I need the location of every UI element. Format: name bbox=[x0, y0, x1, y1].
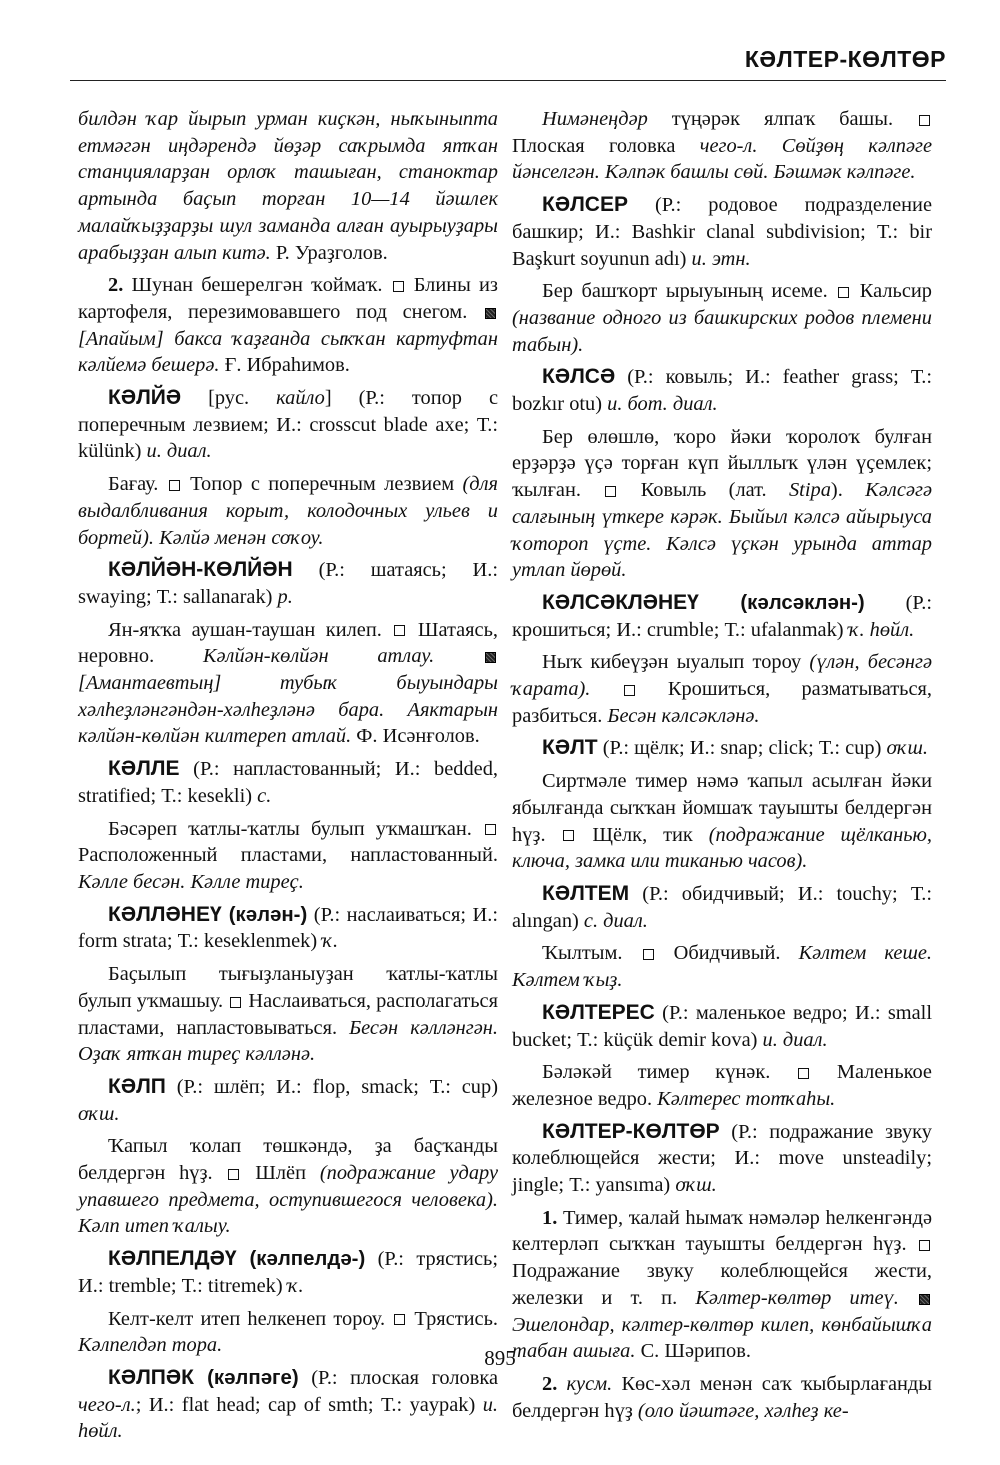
entry-kelt-def: Сиртмәле тимер нәмә ҡапыл асылған йәки ябылғанда сыҡҡан йомшаҡ тауышты белдергән һүҙ. Щёлк, тик (подражание щёлканью, ключа, замка или тиканью часов). bbox=[512, 770, 932, 873]
entry-kellenew-def: Баҫылып тығыҙланыуҙан ҡатлы-ҡатлы булып уҡмашыу. Наслаиваться, располагаться пластами, напластовываться. Бесән кәлләнгән. Оҙаҡ ятҡан тиреҫ кәлләнә. bbox=[78, 963, 498, 1066]
translation-square-icon bbox=[563, 830, 574, 841]
citation-square-icon bbox=[919, 1294, 930, 1305]
translation-square-icon bbox=[394, 625, 405, 636]
translation-square-icon bbox=[230, 997, 241, 1008]
translation-square-icon bbox=[485, 824, 496, 835]
entry-kelse: КӘЛСӘ (Р.: ковыль; И.: feather grass; Т.: bozkır otu) и. бот. диал. bbox=[512, 365, 932, 416]
left-column bbox=[78, 106, 498, 1451]
sense-paragraph: 2. Шунан бешерелгән ҡоймаҡ. Блины из картофеля, перезимовавшего под снегом. [Апайым] бакса ҡаҙғанда сыҡҡан картуфтан кәлйемә бешерә. Ғ. Ибраһимов. bbox=[78, 274, 498, 377]
translation-square-icon bbox=[624, 685, 635, 696]
translation-square-icon bbox=[394, 1314, 405, 1325]
translation-square-icon bbox=[919, 115, 930, 126]
citation-square-icon bbox=[485, 652, 496, 663]
entry-kelter-kolter: КӘЛТЕР-КӨЛТӨР (Р.: подражание звуку колеблющейся жести; И.: move unsteadily; jingle; Т.: yansıma) оҡш. bbox=[512, 1119, 932, 1197]
entry-kelle-def: Бәсәреп ҡатлы-ҡатлы булып уҡмашҡан. Расположенный пластами, напластованный. Кәлле бесән. Кәлле тиреҫ. bbox=[78, 817, 498, 893]
entry-kelpeldew-def: Келт-келт итеп һелкенеп тороу. Трястись. Кәлпелдәп тора. bbox=[78, 1307, 498, 1357]
translation-square-icon bbox=[798, 1068, 809, 1079]
translation-square-icon bbox=[169, 480, 180, 491]
entry-kelpek: КӘЛПӘК (кәлпәге) (Р.: плоская головка чего-л.; И.: flat head; cap of smth; Т.: yaypak) и. һөйл. bbox=[78, 1365, 498, 1443]
entry-continuation: билдән ҡар йырып урман киҫкән, ныҡыныптa етмәгән иңдәрендә йөҙәр саҡрымда ятҡан станциялар​ҙан орлоҡ ташыған, станоктар артында баҫып торған 10—14 йәшлек малайҡыҙ​ҙарҙы шул заманда алған ауырыуҙары арабыҙҙан алып китә. Р. Ураҙголов. bbox=[78, 108, 498, 264]
translation-square-icon bbox=[605, 486, 616, 497]
entry-kelp-def: Ҡапыл ҡолап төшкәндә, ҙа баҫҡанды белдергән һүҙ. Шлёп (подражание удару упавшего предмета, оступившегося человека). Кәлп итеп ҡалыу. bbox=[78, 1135, 498, 1238]
running-head: КӘЛТЕР-КӨЛТӨР bbox=[744, 46, 946, 72]
entry-kelser: КӘЛСЕР (Р.: родовое подразделение башкир; И.: Bashkir clanal subdivision; Т.: bir Başkurt soyunun adı) и. этн. bbox=[512, 193, 932, 270]
entry-kelyen-kolyen: КӘЛЙӘН-КӨЛЙӘН (Р.: шатаясь; И.: swaying; Т.: sallanarak) р. bbox=[78, 558, 498, 608]
entry-kelpeldew: КӘЛПЕЛДӘҮ (кәлпелдә-) (Р.: трястись; И.: tremble; Т.: titremek) ҡ. bbox=[78, 1247, 498, 1297]
entry-kelye-def: Бағау. Топор с поперечным лезвием (для выдалбливания корыт, колодочных ульев и бортей). Кәлйә менән соҡоу. bbox=[78, 473, 498, 549]
right-column bbox=[512, 106, 932, 1430]
entry-kelle: КӘЛЛЕ (Р.: напластованный; И.: bedded, stratified; Т.: kesekli) с. bbox=[78, 757, 498, 807]
page-number: 895 bbox=[484, 1346, 516, 1370]
translation-square-icon bbox=[228, 1169, 239, 1180]
entry-kelseklenew: КӘЛСӘКЛӘНЕҮ (кәлсәклән-) (Р.: крошиться; И.: crumble; Т.: ufalanmak) ҡ. һөйл. bbox=[512, 590, 932, 641]
translation-square-icon bbox=[643, 949, 654, 960]
translation-square-icon bbox=[838, 287, 849, 298]
entry-keltem-def: Ҡылтым. Обидчивый. Кәлтем кеше. Кәлтем ҡыҙ. bbox=[512, 942, 932, 992]
entry-kelp: КӘЛП (Р.: шлёп; И.: flop, smack; Т.: cup) оҡш. bbox=[78, 1074, 498, 1125]
entry-kelter-kolter-sense-2: 2. кусм. Көс-хәл менән саҡ ҡыбырлағанды белдергән һүҙ (оло йәштәге, хәлһеҙ ке- bbox=[512, 1372, 932, 1422]
entry-kelseklenew-def: Ныҡ кибеүҙән ыуалып тороу (үлән, бесәнгә ҡарата). Крошиться, разматываться, разбиться. Бесән кәлсәкләнә. bbox=[512, 651, 933, 727]
entry-kelter-kolter-sense-1: 1. Тимер, ҡалай һымаҡ нәмәләр һелкенгәндә келтерләп сыҡҡан тауышты белдергән һүҙ. Подражание звуку колеблющейся жести, железки и т. п. Кәлтер-көлтөр итеү. Эшелондар, кәлтер-көлтөр килеп, көнбайышҡа табан ашыға. С. Шәрипов. bbox=[512, 1206, 932, 1363]
entry-kelpek-def: Нимәнеңдәр түңәрәк ялпаҡ башы. Плоская головка чего-л. Сөйҙөң кәлпәге йәнселгән. Кәлпәк башлы сөй. Бәшмәк кәлпәге. bbox=[512, 108, 933, 184]
entry-kelse-def: Бер өлөшлө, ҡоро йәки ҡоролоҡ булған ерҙәрҙә үҫә торған күп йыллыҡ үлән үҫемлек; ҡылған. Ковыль (лат. Stipa). Кәлсәгә салғының үткере кәрәк. Быйыл кәлсә айырыуса ҡотороп үҫте. Кәлсә үҫкән урында аттар утлап йөрөй. bbox=[512, 425, 932, 582]
entry-kelt: КӘЛТ (Р.: щёлк; И.: snap; click; Т.: cup) оҡш. bbox=[542, 736, 928, 760]
entry-kelye: КӘЛЙӘ [рус. кайло] (Р.: топор с поперечным лезвием; И.: crosscut blade axe; Т.: külünk) и. диал. bbox=[78, 386, 498, 463]
entry-kelteres: КӘЛТЕРЕС (Р.: маленькое ведро; И.: small bucket; Т.: küçük demir kova) и. диал. bbox=[512, 1000, 932, 1051]
entry-kellenew: КӘЛЛӘНЕҮ (кәлән-) (Р.: наслаиваться; И.: form strata; Т.: keseklenmek) ҡ. bbox=[78, 902, 498, 953]
entry-kelyen-kolyen-def: Ян-яҡҡа аушан-таушан килеп. Шатаясь, неровно. Кәлйән-көлйән атлау. [Амантаевтың] тубыҡ быуындары хәлһеҙләнгәндән-хәлһеҙләнә бара. Аяктарын кәлйән-көлйән килтереп атлай. Ф. Исәнғолов. bbox=[78, 618, 499, 748]
entry-kelser-def: Бер башҡорт ырыуының исеме. Кальсир (название одного из башкирских родов племени табын). bbox=[512, 280, 932, 356]
entry-keltem: КӘЛТЕМ (Р.: обидчивый; И.: touchy; Т.: alıngan) с. диал. bbox=[512, 881, 932, 932]
citation-square-icon bbox=[485, 308, 496, 319]
translation-square-icon bbox=[919, 1240, 930, 1251]
page-header bbox=[70, 40, 946, 81]
translation-square-icon bbox=[393, 281, 404, 292]
entry-kelteres-def: Бәләкәй тимер күнәк. Маленькое железное ведро. Кәлтерес тотҡаһы. bbox=[512, 1061, 932, 1110]
